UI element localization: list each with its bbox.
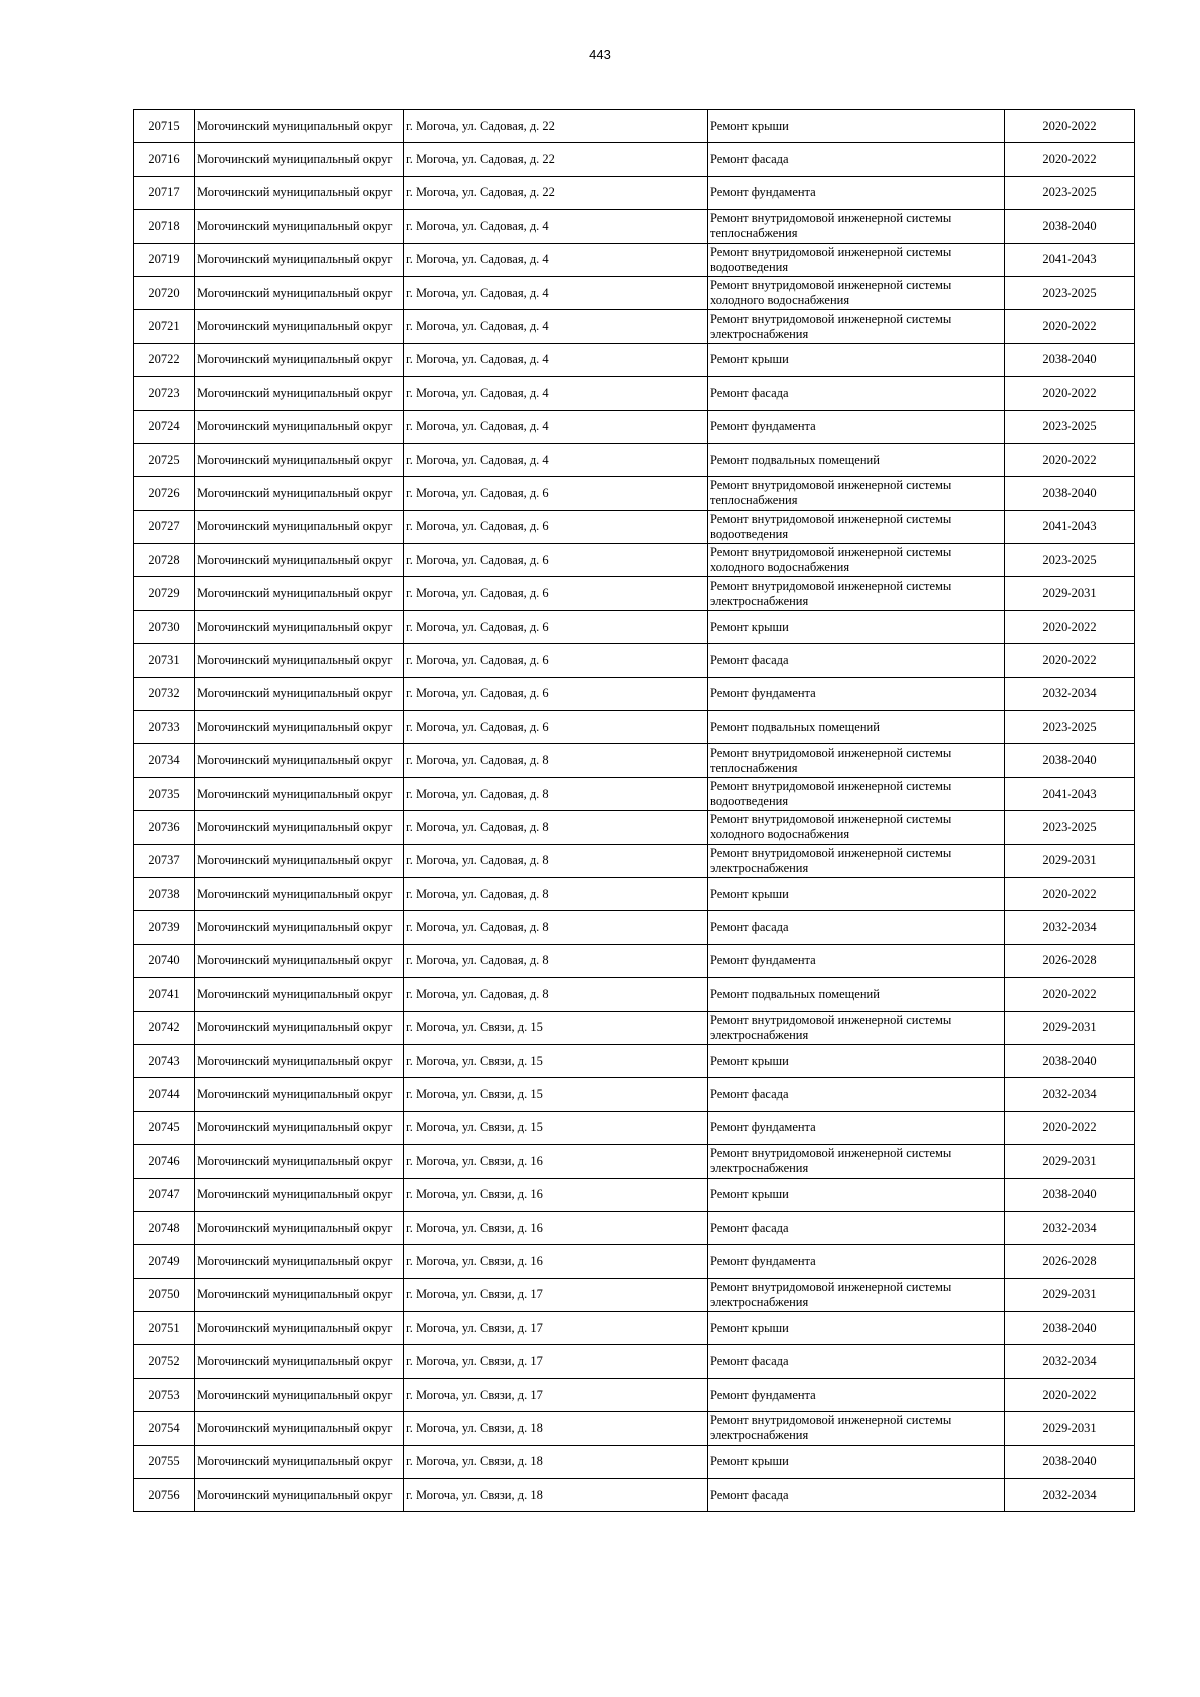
municipality-cell: Могочинский муниципальный округ <box>195 1412 404 1445</box>
work-type-cell: Ремонт фасада <box>708 377 1005 410</box>
table-row <box>134 544 1135 577</box>
municipality-cell: Могочинский муниципальный округ <box>195 343 404 376</box>
row-number: 20745 <box>134 1111 195 1144</box>
municipality-cell: Могочинский муниципальный округ <box>195 1378 404 1411</box>
period-cell: 2032-2034 <box>1005 1211 1135 1244</box>
row-number: 20740 <box>134 944 195 977</box>
period-cell: 2023-2025 <box>1005 276 1135 309</box>
work-type-cell: Ремонт внутридомовой инженерной системы теплоснабжения <box>708 210 1005 243</box>
row-number: 20737 <box>134 844 195 877</box>
table-row <box>134 210 1135 243</box>
period-cell: 2032-2034 <box>1005 911 1135 944</box>
address-cell: г. Могоча, ул. Связи, д. 18 <box>404 1412 708 1445</box>
table-row <box>134 577 1135 610</box>
address-cell: г. Могоча, ул. Садовая, д. 6 <box>404 677 708 710</box>
municipality-cell: Могочинский муниципальный округ <box>195 711 404 744</box>
municipality-cell: Могочинский муниципальный округ <box>195 1145 404 1178</box>
municipality-cell: Могочинский муниципальный округ <box>195 310 404 343</box>
row-number: 20729 <box>134 577 195 610</box>
period-cell: 2038-2040 <box>1005 477 1135 510</box>
table-row <box>134 477 1135 510</box>
table-row <box>134 1044 1135 1077</box>
period-cell: 2029-2031 <box>1005 1011 1135 1044</box>
municipality-cell: Могочинский муниципальный округ <box>195 377 404 410</box>
period-cell: 2038-2040 <box>1005 1312 1135 1345</box>
address-cell: г. Могоча, ул. Садовая, д. 4 <box>404 243 708 276</box>
address-cell: г. Могоча, ул. Садовая, д. 6 <box>404 544 708 577</box>
address-cell: г. Могоча, ул. Садовая, д. 4 <box>404 343 708 376</box>
address-cell: г. Могоча, ул. Связи, д. 15 <box>404 1044 708 1077</box>
municipality-cell: Могочинский муниципальный округ <box>195 443 404 476</box>
row-number: 20751 <box>134 1312 195 1345</box>
work-type-cell: Ремонт крыши <box>708 1312 1005 1345</box>
address-cell: г. Могоча, ул. Садовая, д. 8 <box>404 877 708 910</box>
table-row <box>134 1078 1135 1111</box>
period-cell: 2029-2031 <box>1005 1145 1135 1178</box>
municipality-cell: Могочинский муниципальный округ <box>195 811 404 844</box>
municipality-cell: Могочинский муниципальный округ <box>195 1178 404 1211</box>
municipality-cell: Могочинский муниципальный округ <box>195 911 404 944</box>
period-cell: 2032-2034 <box>1005 1479 1135 1512</box>
row-number: 20732 <box>134 677 195 710</box>
municipality-cell: Могочинский муниципальный округ <box>195 1011 404 1044</box>
address-cell: г. Могоча, ул. Связи, д. 15 <box>404 1078 708 1111</box>
address-cell: г. Могоча, ул. Связи, д. 16 <box>404 1211 708 1244</box>
table-body <box>134 110 1135 1512</box>
row-number: 20754 <box>134 1412 195 1445</box>
municipality-cell: Могочинский муниципальный округ <box>195 1278 404 1311</box>
period-cell: 2020-2022 <box>1005 877 1135 910</box>
period-cell: 2038-2040 <box>1005 1445 1135 1478</box>
work-type-cell: Ремонт внутридомовой инженерной системы электроснабжения <box>708 1011 1005 1044</box>
work-type-cell: Ремонт фасада <box>708 1479 1005 1512</box>
period-cell: 2020-2022 <box>1005 443 1135 476</box>
work-type-cell: Ремонт подвальных помещений <box>708 978 1005 1011</box>
work-type-cell: Ремонт внутридомовой инженерной системы водоотведения <box>708 243 1005 276</box>
row-number: 20722 <box>134 343 195 376</box>
period-cell: 2029-2031 <box>1005 1412 1135 1445</box>
municipality-cell: Могочинский муниципальный округ <box>195 510 404 543</box>
table-row <box>134 110 1135 143</box>
work-type-cell: Ремонт крыши <box>708 877 1005 910</box>
table-row <box>134 377 1135 410</box>
period-cell: 2032-2034 <box>1005 1078 1135 1111</box>
municipality-cell: Могочинский муниципальный округ <box>195 1479 404 1512</box>
work-type-cell: Ремонт фасада <box>708 1211 1005 1244</box>
table-row <box>134 744 1135 777</box>
municipality-cell: Могочинский муниципальный округ <box>195 544 404 577</box>
work-type-cell: Ремонт внутридомовой инженерной системы холодного водоснабжения <box>708 276 1005 309</box>
work-type-cell: Ремонт фундамента <box>708 1378 1005 1411</box>
period-cell: 2023-2025 <box>1005 711 1135 744</box>
municipality-cell: Могочинский муниципальный округ <box>195 1245 404 1278</box>
address-cell: г. Могоча, ул. Садовая, д. 6 <box>404 577 708 610</box>
work-type-cell: Ремонт фундамента <box>708 677 1005 710</box>
table-row <box>134 711 1135 744</box>
municipality-cell: Могочинский муниципальный округ <box>195 410 404 443</box>
work-type-cell: Ремонт внутридомовой инженерной системы электроснабжения <box>708 310 1005 343</box>
table-row <box>134 644 1135 677</box>
row-number: 20744 <box>134 1078 195 1111</box>
municipality-cell: Могочинский муниципальный округ <box>195 877 404 910</box>
municipality-cell: Могочинский муниципальный округ <box>195 1078 404 1111</box>
table-row <box>134 1178 1135 1211</box>
row-number: 20717 <box>134 176 195 209</box>
table-row <box>134 1245 1135 1278</box>
period-cell: 2026-2028 <box>1005 1245 1135 1278</box>
municipality-cell: Могочинский муниципальный округ <box>195 143 404 176</box>
row-number: 20728 <box>134 544 195 577</box>
period-cell: 2041-2043 <box>1005 243 1135 276</box>
address-cell: г. Могоча, ул. Связи, д. 15 <box>404 1111 708 1144</box>
address-cell: г. Могоча, ул. Садовая, д. 8 <box>404 777 708 810</box>
row-number: 20756 <box>134 1479 195 1512</box>
work-type-cell: Ремонт внутридомовой инженерной системы электроснабжения <box>708 1145 1005 1178</box>
municipality-cell: Могочинский муниципальный округ <box>195 176 404 209</box>
address-cell: г. Могоча, ул. Садовая, д. 6 <box>404 510 708 543</box>
work-type-cell: Ремонт подвальных помещений <box>708 443 1005 476</box>
table-row <box>134 410 1135 443</box>
row-number: 20718 <box>134 210 195 243</box>
work-type-cell: Ремонт внутридомовой инженерной системы электроснабжения <box>708 1278 1005 1311</box>
address-cell: г. Могоча, ул. Садовая, д. 22 <box>404 143 708 176</box>
work-type-cell: Ремонт фундамента <box>708 944 1005 977</box>
period-cell: 2038-2040 <box>1005 744 1135 777</box>
period-cell: 2023-2025 <box>1005 811 1135 844</box>
work-type-cell: Ремонт внутридомовой инженерной системы теплоснабжения <box>708 744 1005 777</box>
period-cell: 2029-2031 <box>1005 844 1135 877</box>
period-cell: 2041-2043 <box>1005 510 1135 543</box>
work-type-cell: Ремонт внутридомовой инженерной системы холодного водоснабжения <box>708 811 1005 844</box>
repair-schedule-table <box>133 109 1135 1512</box>
table-row <box>134 911 1135 944</box>
row-number: 20735 <box>134 777 195 810</box>
row-number: 20719 <box>134 243 195 276</box>
row-number: 20747 <box>134 1178 195 1211</box>
row-number: 20750 <box>134 1278 195 1311</box>
table-row <box>134 1111 1135 1144</box>
work-type-cell: Ремонт фундамента <box>708 1245 1005 1278</box>
work-type-cell: Ремонт фасада <box>708 143 1005 176</box>
address-cell: г. Могоча, ул. Садовая, д. 8 <box>404 911 708 944</box>
row-number: 20724 <box>134 410 195 443</box>
period-cell: 2038-2040 <box>1005 210 1135 243</box>
work-type-cell: Ремонт внутридомовой инженерной системы водоотведения <box>708 777 1005 810</box>
address-cell: г. Могоча, ул. Садовая, д. 6 <box>404 644 708 677</box>
address-cell: г. Могоча, ул. Связи, д. 16 <box>404 1145 708 1178</box>
municipality-cell: Могочинский муниципальный округ <box>195 210 404 243</box>
work-type-cell: Ремонт крыши <box>708 1445 1005 1478</box>
period-cell: 2023-2025 <box>1005 176 1135 209</box>
row-number: 20749 <box>134 1245 195 1278</box>
period-cell: 2038-2040 <box>1005 1044 1135 1077</box>
municipality-cell: Могочинский муниципальный округ <box>195 777 404 810</box>
period-cell: 2038-2040 <box>1005 1178 1135 1211</box>
work-type-cell: Ремонт крыши <box>708 1044 1005 1077</box>
municipality-cell: Могочинский муниципальный округ <box>195 1211 404 1244</box>
address-cell: г. Могоча, ул. Связи, д. 17 <box>404 1378 708 1411</box>
address-cell: г. Могоча, ул. Садовая, д. 4 <box>404 210 708 243</box>
address-cell: г. Могоча, ул. Садовая, д. 8 <box>404 844 708 877</box>
row-number: 20752 <box>134 1345 195 1378</box>
address-cell: г. Могоча, ул. Садовая, д. 4 <box>404 410 708 443</box>
address-cell: г. Могоча, ул. Садовая, д. 6 <box>404 711 708 744</box>
table-row <box>134 610 1135 643</box>
table-row <box>134 844 1135 877</box>
address-cell: г. Могоча, ул. Связи, д. 18 <box>404 1479 708 1512</box>
row-number: 20743 <box>134 1044 195 1077</box>
work-type-cell: Ремонт фундамента <box>708 410 1005 443</box>
work-type-cell: Ремонт фасада <box>708 644 1005 677</box>
address-cell: г. Могоча, ул. Садовая, д. 6 <box>404 610 708 643</box>
work-type-cell: Ремонт подвальных помещений <box>708 711 1005 744</box>
table-row <box>134 1278 1135 1311</box>
work-type-cell: Ремонт фасада <box>708 1078 1005 1111</box>
row-number: 20727 <box>134 510 195 543</box>
address-cell: г. Могоча, ул. Садовая, д. 22 <box>404 176 708 209</box>
table-row <box>134 1345 1135 1378</box>
municipality-cell: Могочинский муниципальный округ <box>195 1445 404 1478</box>
address-cell: г. Могоча, ул. Садовая, д. 8 <box>404 811 708 844</box>
municipality-cell: Могочинский муниципальный округ <box>195 744 404 777</box>
municipality-cell: Могочинский муниципальный округ <box>195 1044 404 1077</box>
municipality-cell: Могочинский муниципальный округ <box>195 944 404 977</box>
work-type-cell: Ремонт внутридомовой инженерной системы электроснабжения <box>708 844 1005 877</box>
table-row <box>134 1479 1135 1512</box>
period-cell: 2020-2022 <box>1005 978 1135 1011</box>
table-row <box>134 243 1135 276</box>
row-number: 20739 <box>134 911 195 944</box>
municipality-cell: Могочинский муниципальный округ <box>195 1312 404 1345</box>
table-row <box>134 443 1135 476</box>
table-row <box>134 1211 1135 1244</box>
municipality-cell: Могочинский муниципальный округ <box>195 644 404 677</box>
row-number: 20723 <box>134 377 195 410</box>
municipality-cell: Могочинский муниципальный округ <box>195 677 404 710</box>
municipality-cell: Могочинский муниципальный округ <box>195 276 404 309</box>
work-type-cell: Ремонт крыши <box>708 1178 1005 1211</box>
table-row <box>134 310 1135 343</box>
row-number: 20733 <box>134 711 195 744</box>
address-cell: г. Могоча, ул. Связи, д. 15 <box>404 1011 708 1044</box>
row-number: 20716 <box>134 143 195 176</box>
work-type-cell: Ремонт внутридомовой инженерной системы электроснабжения <box>708 577 1005 610</box>
row-number: 20755 <box>134 1445 195 1478</box>
table-row <box>134 1011 1135 1044</box>
table-row <box>134 276 1135 309</box>
row-number: 20731 <box>134 644 195 677</box>
page-number: 443 <box>589 47 611 62</box>
period-cell: 2029-2031 <box>1005 1278 1135 1311</box>
table-row <box>134 510 1135 543</box>
table-row <box>134 176 1135 209</box>
address-cell: г. Могоча, ул. Связи, д. 17 <box>404 1345 708 1378</box>
table-row <box>134 677 1135 710</box>
work-type-cell: Ремонт внутридомовой инженерной системы водоотведения <box>708 510 1005 543</box>
municipality-cell: Могочинский муниципальный округ <box>195 610 404 643</box>
work-type-cell: Ремонт фасада <box>708 1345 1005 1378</box>
address-cell: г. Могоча, ул. Связи, д. 17 <box>404 1312 708 1345</box>
table-row <box>134 978 1135 1011</box>
work-type-cell: Ремонт крыши <box>708 610 1005 643</box>
address-cell: г. Могоча, ул. Садовая, д. 6 <box>404 477 708 510</box>
address-cell: г. Могоча, ул. Садовая, д. 4 <box>404 276 708 309</box>
work-type-cell: Ремонт крыши <box>708 110 1005 143</box>
period-cell: 2029-2031 <box>1005 577 1135 610</box>
period-cell: 2032-2034 <box>1005 1345 1135 1378</box>
period-cell: 2026-2028 <box>1005 944 1135 977</box>
period-cell: 2020-2022 <box>1005 310 1135 343</box>
table-row <box>134 1445 1135 1478</box>
address-cell: г. Могоча, ул. Садовая, д. 22 <box>404 110 708 143</box>
row-number: 20741 <box>134 978 195 1011</box>
table-row <box>134 143 1135 176</box>
address-cell: г. Могоча, ул. Садовая, д. 8 <box>404 978 708 1011</box>
table-row <box>134 1378 1135 1411</box>
table-row <box>134 877 1135 910</box>
address-cell: г. Могоча, ул. Садовая, д. 4 <box>404 310 708 343</box>
row-number: 20742 <box>134 1011 195 1044</box>
table-row <box>134 944 1135 977</box>
address-cell: г. Могоча, ул. Садовая, д. 4 <box>404 443 708 476</box>
address-cell: г. Могоча, ул. Садовая, д. 8 <box>404 744 708 777</box>
municipality-cell: Могочинский муниципальный округ <box>195 844 404 877</box>
period-cell: 2020-2022 <box>1005 143 1135 176</box>
work-type-cell: Ремонт фундамента <box>708 1111 1005 1144</box>
table-row <box>134 343 1135 376</box>
address-cell: г. Могоча, ул. Связи, д. 16 <box>404 1178 708 1211</box>
work-type-cell: Ремонт внутридомовой инженерной системы теплоснабжения <box>708 477 1005 510</box>
period-cell: 2020-2022 <box>1005 377 1135 410</box>
municipality-cell: Могочинский муниципальный округ <box>195 110 404 143</box>
row-number: 20720 <box>134 276 195 309</box>
period-cell: 2023-2025 <box>1005 544 1135 577</box>
period-cell: 2038-2040 <box>1005 343 1135 376</box>
period-cell: 2020-2022 <box>1005 1111 1135 1144</box>
work-type-cell: Ремонт крыши <box>708 343 1005 376</box>
period-cell: 2041-2043 <box>1005 777 1135 810</box>
address-cell: г. Могоча, ул. Садовая, д. 4 <box>404 377 708 410</box>
row-number: 20730 <box>134 610 195 643</box>
table-row <box>134 1312 1135 1345</box>
period-cell: 2020-2022 <box>1005 1378 1135 1411</box>
work-type-cell: Ремонт внутридомовой инженерной системы электроснабжения <box>708 1412 1005 1445</box>
period-cell: 2020-2022 <box>1005 610 1135 643</box>
municipality-cell: Могочинский муниципальный округ <box>195 577 404 610</box>
period-cell: 2020-2022 <box>1005 644 1135 677</box>
municipality-cell: Могочинский муниципальный округ <box>195 477 404 510</box>
row-number: 20734 <box>134 744 195 777</box>
address-cell: г. Могоча, ул. Связи, д. 18 <box>404 1445 708 1478</box>
address-cell: г. Могоча, ул. Связи, д. 17 <box>404 1278 708 1311</box>
table-row <box>134 777 1135 810</box>
address-cell: г. Могоча, ул. Садовая, д. 8 <box>404 944 708 977</box>
row-number: 20753 <box>134 1378 195 1411</box>
row-number: 20715 <box>134 110 195 143</box>
table-row <box>134 811 1135 844</box>
municipality-cell: Могочинский муниципальный округ <box>195 1111 404 1144</box>
period-cell: 2032-2034 <box>1005 677 1135 710</box>
municipality-cell: Могочинский муниципальный округ <box>195 1345 404 1378</box>
period-cell: 2023-2025 <box>1005 410 1135 443</box>
row-number: 20746 <box>134 1145 195 1178</box>
row-number: 20738 <box>134 877 195 910</box>
municipality-cell: Могочинский муниципальный округ <box>195 243 404 276</box>
period-cell: 2020-2022 <box>1005 110 1135 143</box>
row-number: 20726 <box>134 477 195 510</box>
work-type-cell: Ремонт фундамента <box>708 176 1005 209</box>
row-number: 20721 <box>134 310 195 343</box>
address-cell: г. Могоча, ул. Связи, д. 16 <box>404 1245 708 1278</box>
work-type-cell: Ремонт внутридомовой инженерной системы холодного водоснабжения <box>708 544 1005 577</box>
work-type-cell: Ремонт фасада <box>708 911 1005 944</box>
table-row <box>134 1412 1135 1445</box>
table-row <box>134 1145 1135 1178</box>
row-number: 20736 <box>134 811 195 844</box>
municipality-cell: Могочинский муниципальный округ <box>195 978 404 1011</box>
row-number: 20748 <box>134 1211 195 1244</box>
row-number: 20725 <box>134 443 195 476</box>
